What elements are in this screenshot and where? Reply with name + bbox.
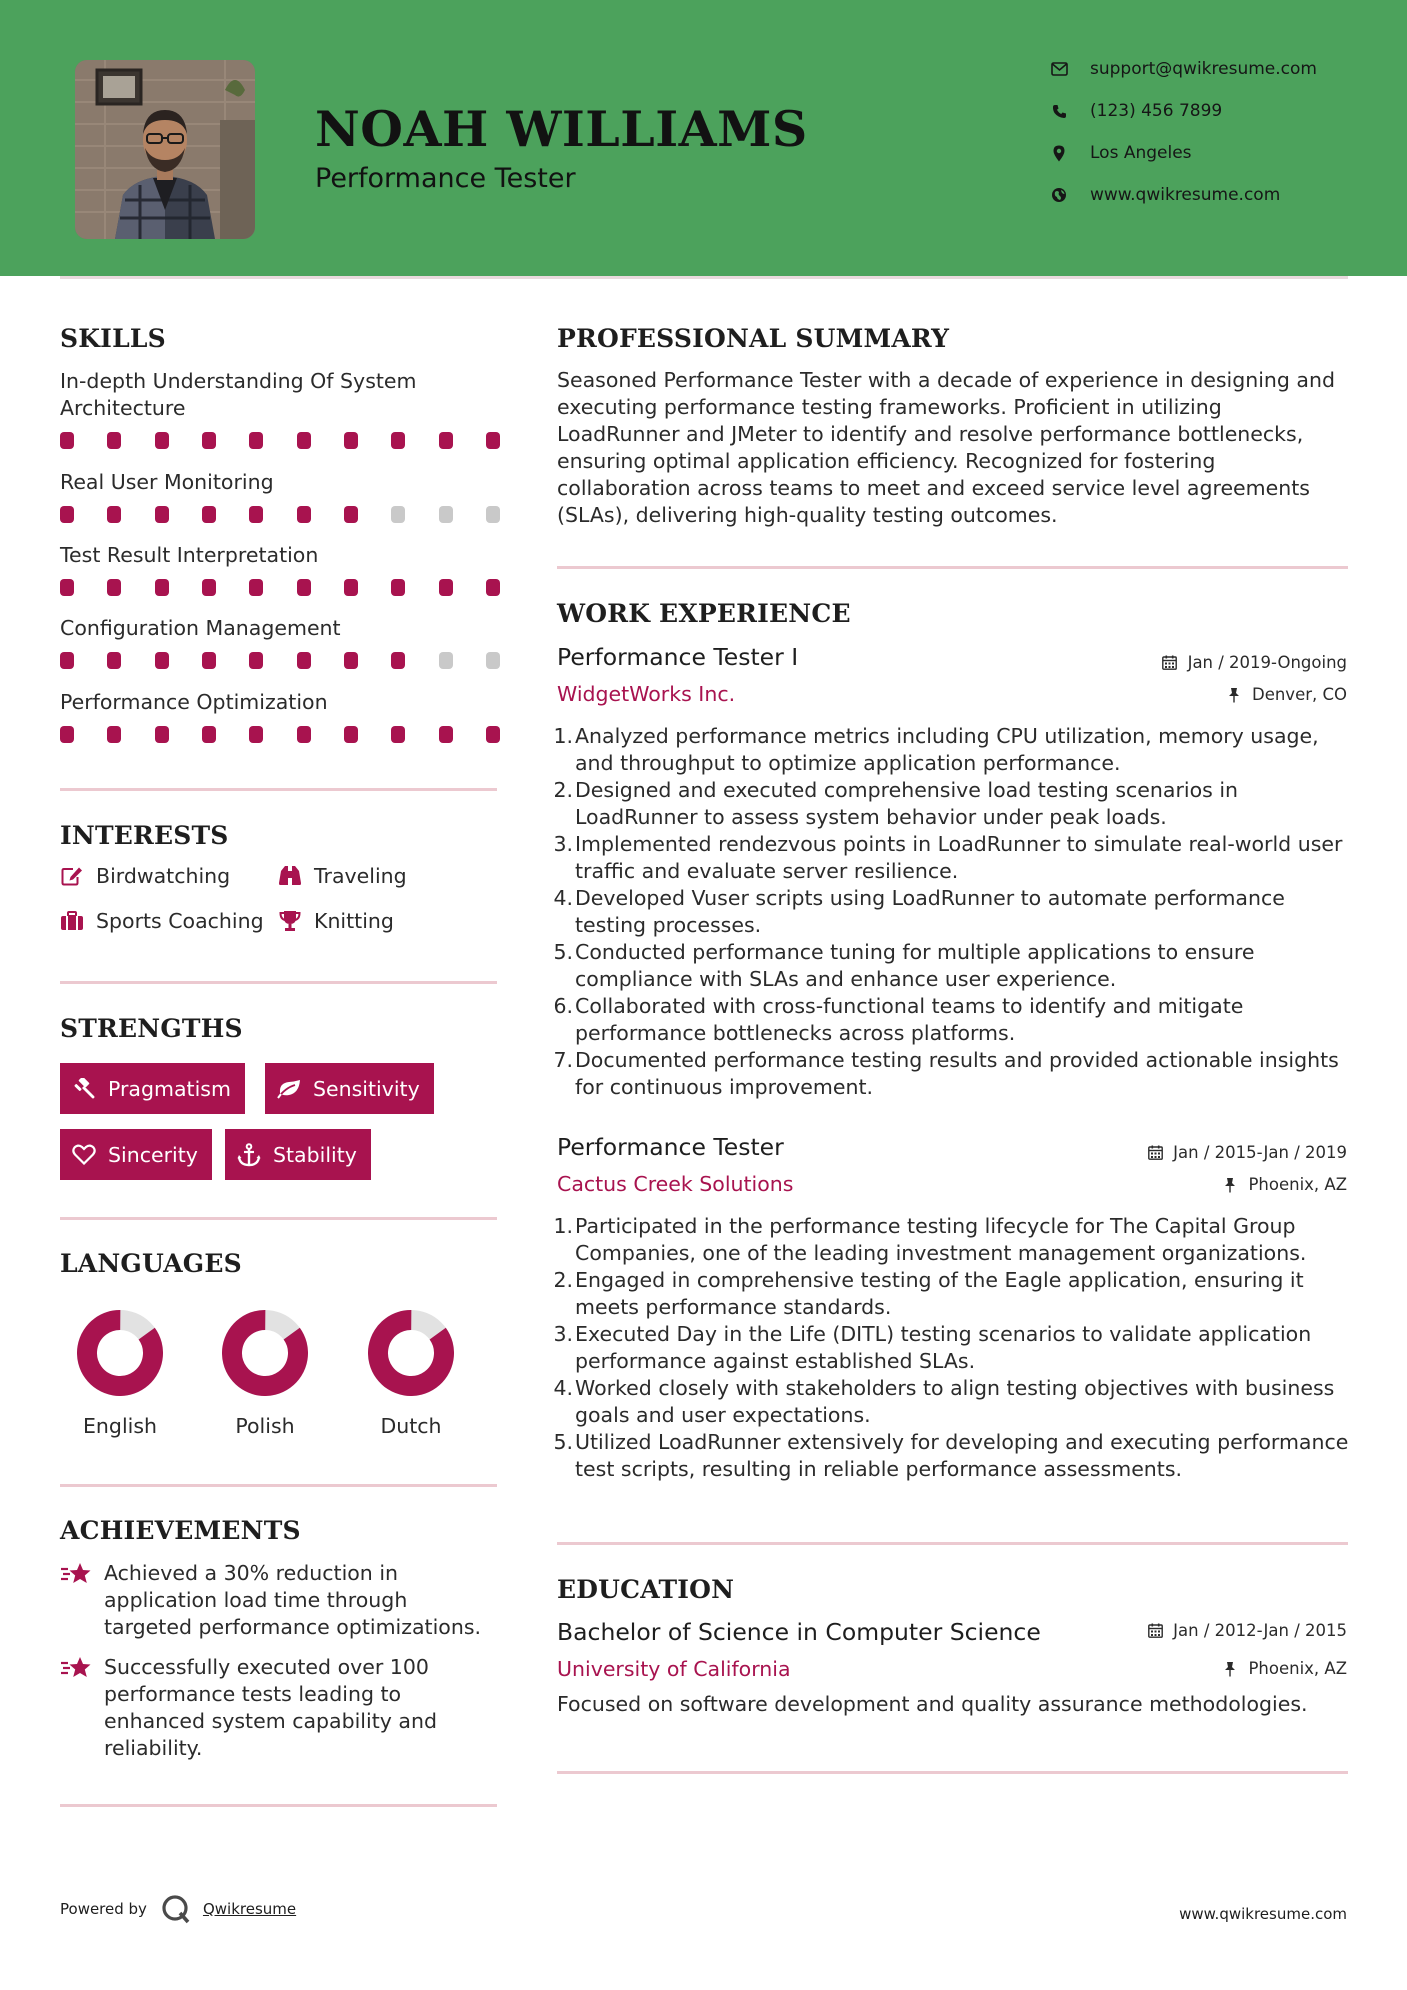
skill-dot — [155, 432, 169, 449]
pushpin-icon — [1222, 1177, 1238, 1193]
footer-powered-by — [60, 1894, 296, 1924]
strength-tag — [60, 1063, 245, 1114]
section-divider — [60, 788, 497, 791]
strength-label: Stability — [273, 1142, 357, 1167]
leaf-icon — [277, 1077, 301, 1101]
skill-dot — [344, 506, 358, 523]
skill-dot — [155, 726, 169, 743]
interest-label: Birdwatching — [96, 864, 231, 888]
header-divider — [60, 276, 1348, 279]
skill-dot — [391, 726, 405, 743]
skill-dot — [297, 726, 311, 743]
skill-dot — [202, 726, 216, 743]
job-location — [1222, 1175, 1347, 1194]
calendar-icon — [1147, 1623, 1163, 1639]
skill-name: Test Result Interpretation — [60, 543, 319, 567]
skill-dot — [486, 726, 500, 743]
experience-heading: WORK EXPERIENCE — [557, 599, 851, 628]
job-dates — [1162, 653, 1347, 672]
skill-dot — [344, 652, 358, 669]
skill-name: In-depth Understanding Of System Architecture — [60, 369, 417, 420]
skill-dot — [391, 432, 405, 449]
contact-location-text: Los Angeles — [1090, 143, 1192, 163]
qwikresume-link[interactable]: Qwikresume — [202, 1900, 297, 1918]
phone-icon — [1050, 102, 1068, 120]
job-bullet: 2. Designed and executed comprehensive load testing scenarios in LoadRunner to assess system behavior under peak loads. — [553, 778, 1239, 829]
achievements-heading: ACHIEVEMENTS — [60, 1516, 301, 1545]
contact-website-text: www.qwikresume.com — [1090, 185, 1281, 205]
job-location — [1226, 685, 1347, 704]
section-divider — [557, 1542, 1348, 1545]
skill-dot — [486, 506, 500, 523]
education-location-text: Phoenix, AZ — [1248, 1659, 1347, 1678]
language-label: Polish — [235, 1414, 295, 1438]
section-divider — [60, 1217, 497, 1220]
job-role: Performance Tester — [557, 1133, 784, 1161]
skill-dot — [249, 506, 263, 523]
skill-dot — [107, 506, 121, 523]
skill-dot — [344, 726, 358, 743]
skill-dot — [297, 506, 311, 523]
contact-email[interactable] — [1050, 54, 1350, 84]
language-item — [210, 1310, 320, 1438]
skill-dot — [439, 726, 453, 743]
skill-dot — [486, 652, 500, 669]
skill-dot — [486, 579, 500, 596]
skill-dot — [107, 432, 121, 449]
pushpin-icon — [1226, 687, 1242, 703]
job-bullet: 7. Documented performance testing results and provided actionable insights for continuous improvement. — [553, 1048, 1339, 1099]
skill-dot — [249, 432, 263, 449]
interest-item — [60, 909, 264, 933]
candidate-name: NOAH WILLIAMS — [315, 100, 808, 158]
interest-label: Knitting — [314, 909, 394, 933]
envelope-icon — [1050, 60, 1068, 78]
job-company: Cactus Creek Solutions — [557, 1172, 794, 1196]
skill-dot — [107, 652, 121, 669]
skill-name: Performance Optimization — [60, 690, 328, 714]
skill-dot — [249, 579, 263, 596]
skill-rating — [60, 432, 500, 450]
job-bullet: 5. Utilized LoadRunner extensively for developing and executing performance test scripts, resulting in reliable performance assessments. — [553, 1430, 1349, 1481]
skill-dot — [249, 652, 263, 669]
skill-dot — [391, 506, 405, 523]
achievement-text: Successfully executed over 100 performance tests leading to enhanced system capability and reliability. — [104, 1655, 437, 1760]
skill-dot — [249, 726, 263, 743]
education-degree: Bachelor of Science in Computer Science — [557, 1618, 1041, 1646]
language-ring — [222, 1310, 308, 1396]
contact-location — [1050, 138, 1350, 168]
section-divider — [60, 1804, 497, 1807]
job-company: WidgetWorks Inc. — [557, 682, 736, 706]
skill-dot — [107, 726, 121, 743]
section-divider — [60, 981, 497, 984]
skill-dot — [155, 506, 169, 523]
skill-rating — [60, 652, 500, 670]
skill-dot — [155, 652, 169, 669]
qwikresume-logo-icon — [161, 1894, 191, 1924]
job-bullet: 3. Implemented rendezvous points in LoadRunner to simulate real-world user traffic and evaluate server resilience. — [553, 832, 1343, 883]
language-label: Dutch — [380, 1414, 442, 1438]
contact-website[interactable] — [1050, 180, 1350, 210]
calendar-icon — [1162, 655, 1178, 671]
language-item — [356, 1310, 466, 1438]
star-award-icon — [60, 1560, 94, 1590]
skill-dot — [486, 432, 500, 449]
skill-name: Configuration Management — [60, 616, 341, 640]
map-pin-icon — [1050, 144, 1068, 162]
achievement-item — [60, 1560, 500, 1641]
globe-icon — [1050, 186, 1068, 204]
job-bullet: 3. Executed Day in the Life (DITL) testing scenarios to validate application performance against established SLAs. — [553, 1322, 1312, 1373]
binoculars-icon — [278, 864, 302, 888]
skill-dot — [60, 506, 74, 523]
languages-heading: LANGUAGES — [60, 1249, 242, 1278]
skill-dot — [439, 432, 453, 449]
achievement-item — [60, 1654, 500, 1762]
strength-tag — [265, 1063, 434, 1114]
section-divider — [557, 1771, 1348, 1774]
skill-dot — [439, 652, 453, 669]
skill-dot — [155, 579, 169, 596]
strength-label: Sensitivity — [313, 1076, 420, 1101]
language-ring — [368, 1310, 454, 1396]
job-bullet: 4. Developed Vuser scripts using LoadRunner to automate performance testing processes. — [553, 886, 1285, 937]
job-bullet: 2. Engaged in comprehensive testing of the Eagle application, ensuring it meets performance standards. — [553, 1268, 1304, 1319]
job-bullet: 4. Worked closely with stakeholders to align testing objectives with business goals and user expectations. — [553, 1376, 1335, 1427]
strength-tag — [225, 1129, 371, 1180]
job-bullets — [553, 723, 1355, 1101]
strength-label: Pragmatism — [108, 1076, 231, 1101]
language-ring — [77, 1310, 163, 1396]
education-dates-text: Jan / 2012-Jan / 2015 — [1173, 1621, 1347, 1640]
trophy-icon — [278, 909, 302, 933]
candidate-title: Performance Tester — [315, 163, 576, 194]
skill-dot — [202, 506, 216, 523]
interest-item — [60, 864, 230, 888]
skill-dot — [391, 579, 405, 596]
gavel-icon — [72, 1077, 96, 1101]
pushpin-icon — [1222, 1661, 1238, 1677]
job-location-text: Denver, CO — [1251, 685, 1347, 704]
skill-dot — [60, 432, 74, 449]
contact-email-text: support@qwikresume.com — [1090, 59, 1317, 79]
interest-label: Sports Coaching — [96, 909, 264, 933]
job-location-text: Phoenix, AZ — [1248, 1175, 1347, 1194]
calendar-icon — [1147, 1145, 1163, 1161]
skill-dot — [439, 506, 453, 523]
skill-dot — [391, 652, 405, 669]
achievement-text: Achieved a 30% reduction in application load time through targeted performance optimizations. — [104, 1561, 482, 1639]
skill-dot — [202, 432, 216, 449]
language-item — [65, 1310, 175, 1438]
education-dates — [1147, 1621, 1347, 1640]
job-dates — [1147, 1143, 1347, 1162]
skill-dot — [107, 579, 121, 596]
strength-tag — [60, 1129, 212, 1180]
interest-item — [278, 864, 407, 888]
skill-dot — [297, 432, 311, 449]
education-location — [1222, 1659, 1347, 1678]
skill-dot — [344, 432, 358, 449]
skill-dot — [202, 579, 216, 596]
skill-dot — [60, 726, 74, 743]
skill-dot — [60, 652, 74, 669]
skill-rating — [60, 506, 500, 524]
section-divider — [60, 1484, 497, 1487]
skill-rating — [60, 726, 500, 744]
strengths-heading: STRENGTHS — [60, 1014, 243, 1043]
skill-rating — [60, 579, 500, 597]
section-divider — [557, 566, 1348, 569]
skill-dot — [60, 579, 74, 596]
interests-heading: INTERESTS — [60, 821, 229, 850]
anchor-icon — [237, 1143, 261, 1167]
profile-photo — [75, 60, 255, 239]
skill-dot — [344, 579, 358, 596]
star-award-icon — [60, 1654, 94, 1684]
powered-by-text: Powered by — [60, 1900, 147, 1918]
job-bullet: 1. Analyzed performance metrics including CPU utilization, memory usage, and throughput to optimize application performance. — [553, 724, 1319, 775]
skills-heading: SKILLS — [60, 324, 166, 353]
suitcase-icon — [60, 909, 84, 933]
job-role: Performance Tester I — [557, 643, 799, 671]
interest-label: Traveling — [314, 864, 407, 888]
footer-website[interactable]: www.qwikresume.com — [1179, 1905, 1347, 1923]
education-description: Focused on software development and quality assurance methodologies. — [557, 1692, 1308, 1716]
pencil-square-icon — [60, 864, 84, 888]
skill-dot — [297, 652, 311, 669]
job-bullet: 1. Participated in the performance testing lifecycle for The Capital Group Companies, one of the leading investment management organizations. — [553, 1214, 1307, 1265]
job-dates-text: Jan / 2019-Ongoing — [1187, 653, 1347, 672]
job-bullet: 5. Conducted performance tuning for multiple applications to ensure compliance with SLAs and enhance user experience. — [553, 940, 1255, 991]
education-heading: EDUCATION — [557, 1575, 735, 1604]
contact-phone[interactable] — [1050, 96, 1350, 126]
contact-phone-text: (123) 456 7899 — [1090, 101, 1223, 121]
interest-item — [278, 909, 394, 933]
job-bullet: 6. Collaborated with cross-functional teams to identify and mitigate performance bottlenecks across platforms. — [553, 994, 1244, 1045]
skill-dot — [202, 652, 216, 669]
skill-name: Real User Monitoring — [60, 470, 274, 494]
summary-text: Seasoned Performance Tester with a decade of experience in designing and executing performance testing frameworks. Proficient in utilizing LoadRunner and JMeter to identify and resolve performance bottlenecks, ensuring optimal application efficiency. Recognized for fostering collaboration across teams to meet and exceed service level agreements (SLAs), delivering high-quality testing outcomes. — [557, 368, 1335, 527]
skill-dot — [439, 579, 453, 596]
job-dates-text: Jan / 2015-Jan / 2019 — [1173, 1143, 1347, 1162]
education-school: University of California — [557, 1657, 791, 1681]
heart-icon — [72, 1143, 96, 1167]
language-label: English — [82, 1414, 158, 1438]
summary-heading: PROFESSIONAL SUMMARY — [557, 324, 950, 353]
resume-header — [0, 0, 1407, 276]
strength-label: Sincerity — [108, 1142, 198, 1167]
job-bullets — [553, 1213, 1355, 1483]
skill-dot — [297, 579, 311, 596]
